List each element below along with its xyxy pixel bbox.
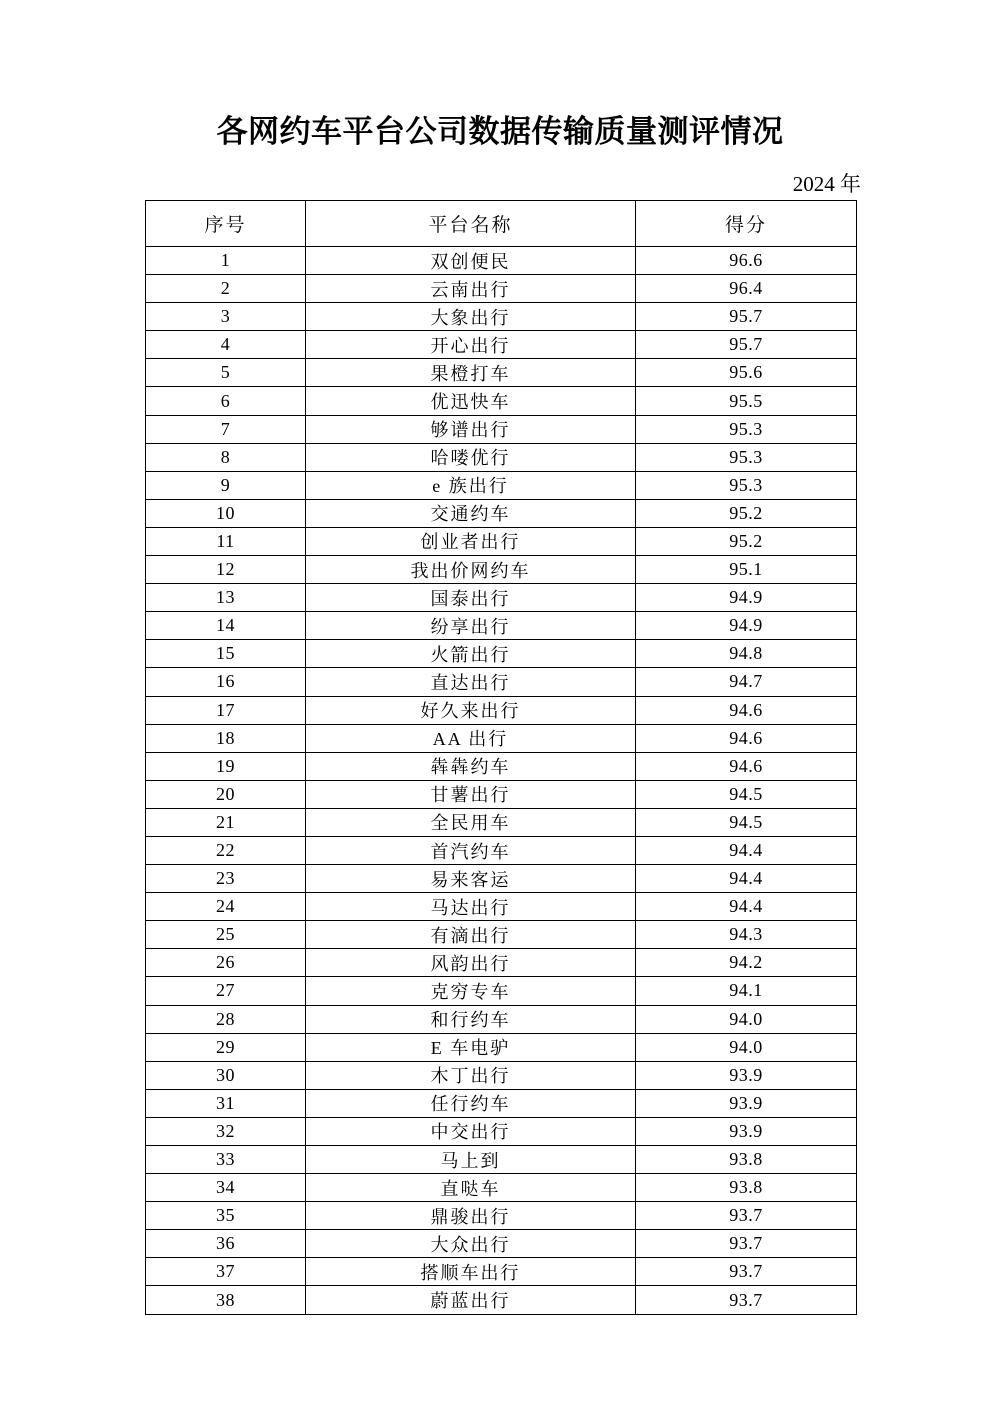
table-row <box>146 1089 857 1117</box>
score-cell: 94.6 <box>636 724 857 752</box>
platform-name-cell: 交通约车 <box>306 499 636 527</box>
score-cell: 94.0 <box>636 1033 857 1061</box>
score-cell: 94.5 <box>636 780 857 808</box>
platform-name-cell: 搭顺车出行 <box>306 1258 636 1286</box>
table-row <box>146 1202 857 1230</box>
score-cell: 95.2 <box>636 499 857 527</box>
platform-name-cell: 任行约车 <box>306 1089 636 1117</box>
table-row <box>146 1061 857 1089</box>
platform-name-cell: 鼎骏出行 <box>306 1202 636 1230</box>
score-cell: 95.6 <box>636 359 857 387</box>
platform-name-cell: 甘薯出行 <box>306 780 636 808</box>
table-row <box>146 1174 857 1202</box>
table-row <box>146 668 857 696</box>
platform-name-cell: 云南出行 <box>306 275 636 303</box>
score-cell: 93.8 <box>636 1174 857 1202</box>
row-index-cell: 3 <box>146 303 306 331</box>
row-index-cell: 15 <box>146 640 306 668</box>
table-row <box>146 1258 857 1286</box>
row-index-cell: 11 <box>146 527 306 555</box>
row-index-cell: 7 <box>146 415 306 443</box>
table-header-row <box>146 201 857 247</box>
platform-name-cell: 木丁出行 <box>306 1061 636 1089</box>
table-row <box>146 724 857 752</box>
platform-name-cell: 易来客运 <box>306 865 636 893</box>
row-index-cell: 35 <box>146 1202 306 1230</box>
table-row <box>146 556 857 584</box>
platform-name-cell: 双创便民 <box>306 247 636 275</box>
table-row <box>146 1286 857 1314</box>
score-cell: 95.2 <box>636 527 857 555</box>
table-row <box>146 836 857 864</box>
row-index-cell: 32 <box>146 1117 306 1145</box>
row-index-cell: 33 <box>146 1146 306 1174</box>
row-index-cell: 31 <box>146 1089 306 1117</box>
row-index-cell: 17 <box>146 696 306 724</box>
row-index-cell: 25 <box>146 921 306 949</box>
table-row <box>146 949 857 977</box>
score-cell: 95.5 <box>636 387 857 415</box>
table-row <box>146 499 857 527</box>
row-index-cell: 30 <box>146 1061 306 1089</box>
platform-name-cell: 克穷专车 <box>306 977 636 1005</box>
score-cell: 93.9 <box>636 1089 857 1117</box>
score-cell: 93.7 <box>636 1258 857 1286</box>
score-cell: 93.7 <box>636 1202 857 1230</box>
score-cell: 93.7 <box>636 1286 857 1314</box>
score-cell: 94.5 <box>636 808 857 836</box>
platform-name-cell: 好久来出行 <box>306 696 636 724</box>
table-header <box>146 201 857 247</box>
score-cell: 93.9 <box>636 1061 857 1089</box>
row-index-cell: 19 <box>146 752 306 780</box>
platform-name-cell: 哈喽优行 <box>306 443 636 471</box>
platform-name-cell: 马上到 <box>306 1146 636 1174</box>
score-cell: 96.6 <box>636 247 857 275</box>
row-index-cell: 26 <box>146 949 306 977</box>
score-cell: 96.4 <box>636 275 857 303</box>
platform-name-cell: 蔚蓝出行 <box>306 1286 636 1314</box>
row-index-cell: 5 <box>146 359 306 387</box>
row-index-cell: 37 <box>146 1258 306 1286</box>
table-row <box>146 584 857 612</box>
row-index-cell: 4 <box>146 331 306 359</box>
platform-name-cell: 够谱出行 <box>306 415 636 443</box>
row-index-cell: 20 <box>146 780 306 808</box>
score-cell: 93.7 <box>636 1230 857 1258</box>
platform-name-cell: 和行约车 <box>306 1005 636 1033</box>
score-cell: 94.9 <box>636 612 857 640</box>
table-row <box>146 387 857 415</box>
row-index-cell: 28 <box>146 1005 306 1033</box>
row-index-cell: 36 <box>146 1230 306 1258</box>
row-index-cell: 22 <box>146 836 306 864</box>
row-index-cell: 10 <box>146 499 306 527</box>
row-index-cell: 23 <box>146 865 306 893</box>
row-index-cell: 8 <box>146 443 306 471</box>
table-row <box>146 331 857 359</box>
score-cell: 94.8 <box>636 640 857 668</box>
platform-name-cell: 风韵出行 <box>306 949 636 977</box>
row-index-cell: 1 <box>146 247 306 275</box>
score-cell: 94.0 <box>636 1005 857 1033</box>
platform-name-cell: 直达出行 <box>306 668 636 696</box>
platform-name-cell: 果橙打车 <box>306 359 636 387</box>
table-row <box>146 275 857 303</box>
row-index-cell: 9 <box>146 471 306 499</box>
table-row <box>146 359 857 387</box>
platform-name-cell: 直哒车 <box>306 1174 636 1202</box>
row-index-cell: 34 <box>146 1174 306 1202</box>
column-header-platform: 平台名称 <box>306 201 636 247</box>
platform-name-cell: E 车电驴 <box>306 1033 636 1061</box>
table-row <box>146 865 857 893</box>
score-cell: 94.7 <box>636 668 857 696</box>
platform-name-cell: 优迅快车 <box>306 387 636 415</box>
row-index-cell: 13 <box>146 584 306 612</box>
table-row <box>146 780 857 808</box>
score-cell: 94.4 <box>636 893 857 921</box>
column-header-score: 得分 <box>636 201 857 247</box>
platform-name-cell: 大象出行 <box>306 303 636 331</box>
table-row <box>146 471 857 499</box>
row-index-cell: 18 <box>146 724 306 752</box>
platform-name-cell: 中交出行 <box>306 1117 636 1145</box>
platform-name-cell: 马达出行 <box>306 893 636 921</box>
platform-name-cell: 国泰出行 <box>306 584 636 612</box>
platform-name-cell: 我出价网约车 <box>306 556 636 584</box>
table-row <box>146 303 857 331</box>
score-cell: 95.3 <box>636 471 857 499</box>
score-cell: 94.3 <box>636 921 857 949</box>
platform-name-cell: 开心出行 <box>306 331 636 359</box>
row-index-cell: 38 <box>146 1286 306 1314</box>
table-row <box>146 443 857 471</box>
table-row <box>146 415 857 443</box>
table-row <box>146 612 857 640</box>
table-row <box>146 247 857 275</box>
row-index-cell: 29 <box>146 1033 306 1061</box>
score-cell: 93.8 <box>636 1146 857 1174</box>
table-row <box>146 808 857 836</box>
table-row <box>146 640 857 668</box>
table-row <box>146 527 857 555</box>
evaluation-table <box>145 200 857 1315</box>
table-row <box>146 921 857 949</box>
score-cell: 95.7 <box>636 303 857 331</box>
table-row <box>146 1033 857 1061</box>
table-row <box>146 752 857 780</box>
platform-name-cell: 纷享出行 <box>306 612 636 640</box>
row-index-cell: 6 <box>146 387 306 415</box>
row-index-cell: 12 <box>146 556 306 584</box>
score-cell: 95.3 <box>636 415 857 443</box>
platform-name-cell: 创业者出行 <box>306 527 636 555</box>
platform-name-cell: 全民用车 <box>306 808 636 836</box>
score-cell: 95.3 <box>636 443 857 471</box>
row-index-cell: 21 <box>146 808 306 836</box>
row-index-cell: 27 <box>146 977 306 1005</box>
platform-name-cell: e 族出行 <box>306 471 636 499</box>
table-row <box>146 1146 857 1174</box>
score-cell: 95.7 <box>636 331 857 359</box>
platform-name-cell: 犇犇约车 <box>306 752 636 780</box>
platform-name-cell: 火箭出行 <box>306 640 636 668</box>
score-cell: 94.1 <box>636 977 857 1005</box>
evaluation-table-container <box>145 200 856 1315</box>
page-title: 各网约车平台公司数据传输质量测评情况 <box>216 114 784 149</box>
table-row <box>146 1005 857 1033</box>
table-row <box>146 1117 857 1145</box>
table-row <box>146 696 857 724</box>
score-cell: 94.2 <box>636 949 857 977</box>
platform-name-cell: 首汽约车 <box>306 836 636 864</box>
score-cell: 93.9 <box>636 1117 857 1145</box>
score-cell: 94.6 <box>636 696 857 724</box>
table-row <box>146 893 857 921</box>
row-index-cell: 16 <box>146 668 306 696</box>
score-cell: 94.6 <box>636 752 857 780</box>
platform-name-cell: AA 出行 <box>306 724 636 752</box>
year-subtitle: 2024 年 <box>792 172 861 196</box>
score-cell: 94.9 <box>636 584 857 612</box>
score-cell: 95.1 <box>636 556 857 584</box>
platform-name-cell: 大众出行 <box>306 1230 636 1258</box>
row-index-cell: 24 <box>146 893 306 921</box>
row-index-cell: 14 <box>146 612 306 640</box>
platform-name-cell: 有滴出行 <box>306 921 636 949</box>
table-row <box>146 977 857 1005</box>
table-body <box>146 247 857 1315</box>
row-index-cell: 2 <box>146 275 306 303</box>
column-header-index: 序号 <box>146 201 306 247</box>
score-cell: 94.4 <box>636 836 857 864</box>
table-row <box>146 1230 857 1258</box>
score-cell: 94.4 <box>636 865 857 893</box>
